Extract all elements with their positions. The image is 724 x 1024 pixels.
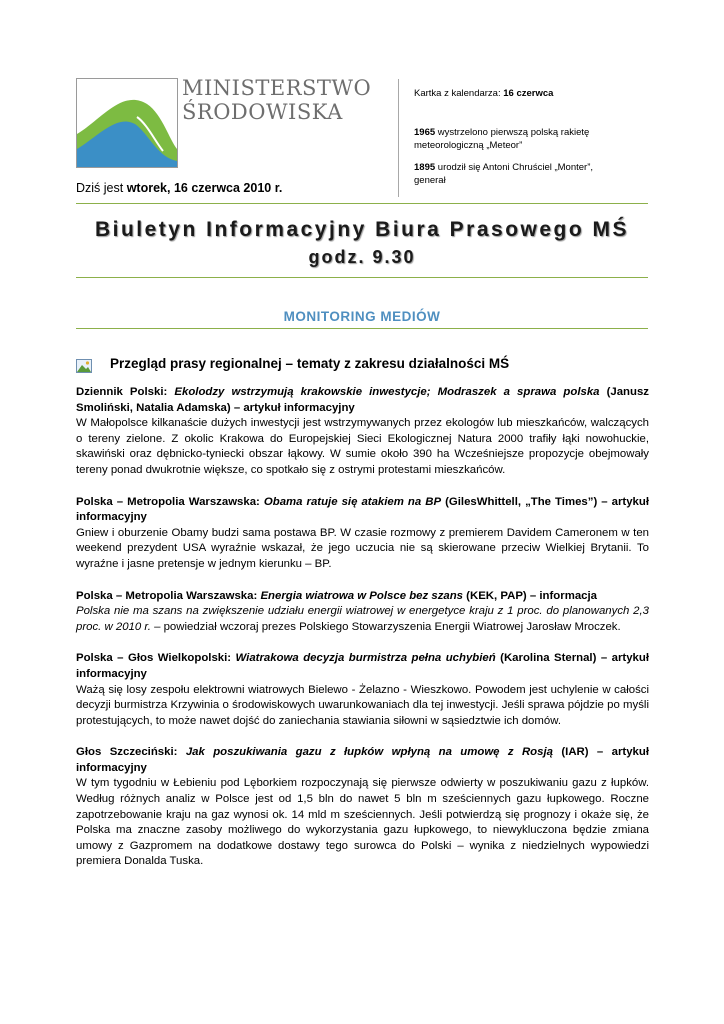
article-heading [76,589,649,605]
article-item [76,495,649,573]
calendar-event [414,161,624,187]
article-headline: Ekolodzy wstrzymują krakowskie inwestycje; Modraszek a sprawa polska [174,386,600,398]
article-meta: (Janusz Smoliński, Natalia Adamska) – artykuł informacyjny [76,386,650,414]
date-prefix: Dziś jest [76,181,127,195]
article-item [76,589,649,636]
bulletin-title: Biuletyn Informacyjny Biura Prasowego MŚ [94,218,630,241]
article-headline: Obama ratuje się atakiem na BP [263,495,442,508]
event-year: 1965 [414,127,436,138]
article-body [76,683,649,730]
image-icon [76,359,92,373]
event-text: wystrzelono pierwszą polską rakietę meteorologiczną „Meteor” [414,127,590,151]
article-text: Ważą się losy zespołu elektrowni wiatrowych Bielewo - Żelazno - Wieszkowo. Powodem jest uchylenie w całości decyzji burmistrza Krzywinia o środowiskowych uwarunkowaniach dla tej inwestycji. Jeśli sprawa pójdzie po myśli protestujących, to może nawet dojść do zaniechania stawiania siłowni w sąsiedztwie ich domów. [76,683,649,727]
article-heading [76,495,649,526]
article-headline: Energia wiatrowa w Polsce bez szans [260,589,464,602]
article-list [76,385,649,886]
article-heading [76,651,649,682]
article-text: W tym tygodniu w Łebieniu pod Lęborkiem rozpoczynają się pierwsze odwierty w poszukiwaniu gazu z łupków. Według różnych analiz w Polsce jest od 1,5 bln do nawet 5 bln m sześciennych gazu łupkowego. Roczne zapotrzebowanie kraju na gaz wynosi ok. 14 mld m sześciennych. Jeśli potwierdzą się prognozy i okaże się, że Polska ma znaczne zasoby możliwego do wykorzystania gazu łupkowego, to niewykluczona będzie zmiana umowy z Gazpromem na dodatkowe dostawy tego surowca do Polski – wynika z niedzielnych wypowiedzi premiera Donalda Tuska. [76,777,649,868]
article-source: Polska – Metropolia Warszawska: [76,495,264,508]
middle-rule [76,277,648,278]
article-body [76,776,649,870]
article-text: W Małopolsce kilkanaście dużych inwestycji jest wstrzymywanych przez ekologów lub mieszkańców, walczących o tereny zielone. Z okolic Krakowa do Europejskiej Sieci Ekologicznej Natura 2000 trafiły łąki nowohuckie, skawiński oraz dębnicko-tyniecki obszar łąkowy. W sumie około 390 ha Wcześniejsze propozycje obejmowały tereny ponad dwukrotnie większe, co spotkało się z ostrymi protestami mieszkańców. [76,417,649,476]
calendar-event [414,126,624,152]
ministry-name [182,76,371,124]
calendar-date: 16 czerwca [503,88,554,99]
article-heading [76,385,649,416]
today-date [76,181,282,195]
article-item [76,385,649,479]
article-text: – powiedział wczoraj prezes Polskiego Stowarzyszenia Energii Wiatrowej Jarosław Mroczek. [150,620,621,633]
article-meta: (GilesWhittell, „The Times”) – artykuł informacyjny [76,495,649,524]
article-source: Polska – Głos Wielkopolski: [76,652,236,665]
ministry-logo [76,78,178,168]
hills-logo-icon [77,79,177,167]
article-quote: Polska nie ma szans na zwiększenie udziału energii wiatrowej w energetyce kraju z 1 proc. do planowanych 2,3 proc. w 2010 r. [76,605,649,633]
article-meta: (Karolina Sternal) – artykuł informacyjny [76,652,649,680]
article-meta: (IAR) – artykuł informacyjny [76,746,649,774]
bulletin-time: godz. 9.30 [308,247,416,267]
section-heading: MONITORING MEDIÓW [283,309,441,324]
ministry-name-line1: MINISTERSTWO [182,76,372,100]
article-body [76,416,649,478]
calendar-label: Kartka z kalendarza: [414,88,504,99]
article-body [76,604,649,635]
article-text: Gniew i oburzenie Obamy budzi sama postawa BP. W czasie rozmowy z premierem Davidem Cameronem w ten weekend prezydent USA wyraźnie wskazał, że jego uczucia nie są skierowane przeciw Wielkiej Brytanii. To wyraźne i jasne pretensje w jednym kierunku – BP. [76,526,649,570]
calendar-heading [414,87,624,100]
event-year: 1895 [414,162,436,173]
event-text: urodził się Antoni Chruściel „Monter”, generał [414,162,594,186]
article-item [76,651,649,729]
article-meta: (KEK, PAP) – informacja [463,589,597,602]
article-source: Polska – Metropolia Warszawska: [76,589,261,602]
article-headline: Jak poszukiwania gazu z łupków wpłyną na umowę z Rosją [185,746,553,759]
article-heading [76,745,649,776]
review-title: Przegląd prasy regionalnej – tematy z zakresu działalności MŚ [110,356,510,371]
ministry-name-line2: ŚRODOWISKA [182,100,343,124]
article-item [76,745,649,870]
article-source: Dziennik Polski: [76,386,175,398]
article-headline: Wiatrakowa decyzja burmistrza pełna uchybień [235,652,496,665]
section-rule [76,328,648,329]
article-source: Głos Szczeciński: [76,746,186,759]
header-divider [398,79,399,197]
date-value: wtorek, 16 czerwca 2010 r. [126,181,283,195]
article-body [76,526,649,573]
top-rule [76,203,648,204]
